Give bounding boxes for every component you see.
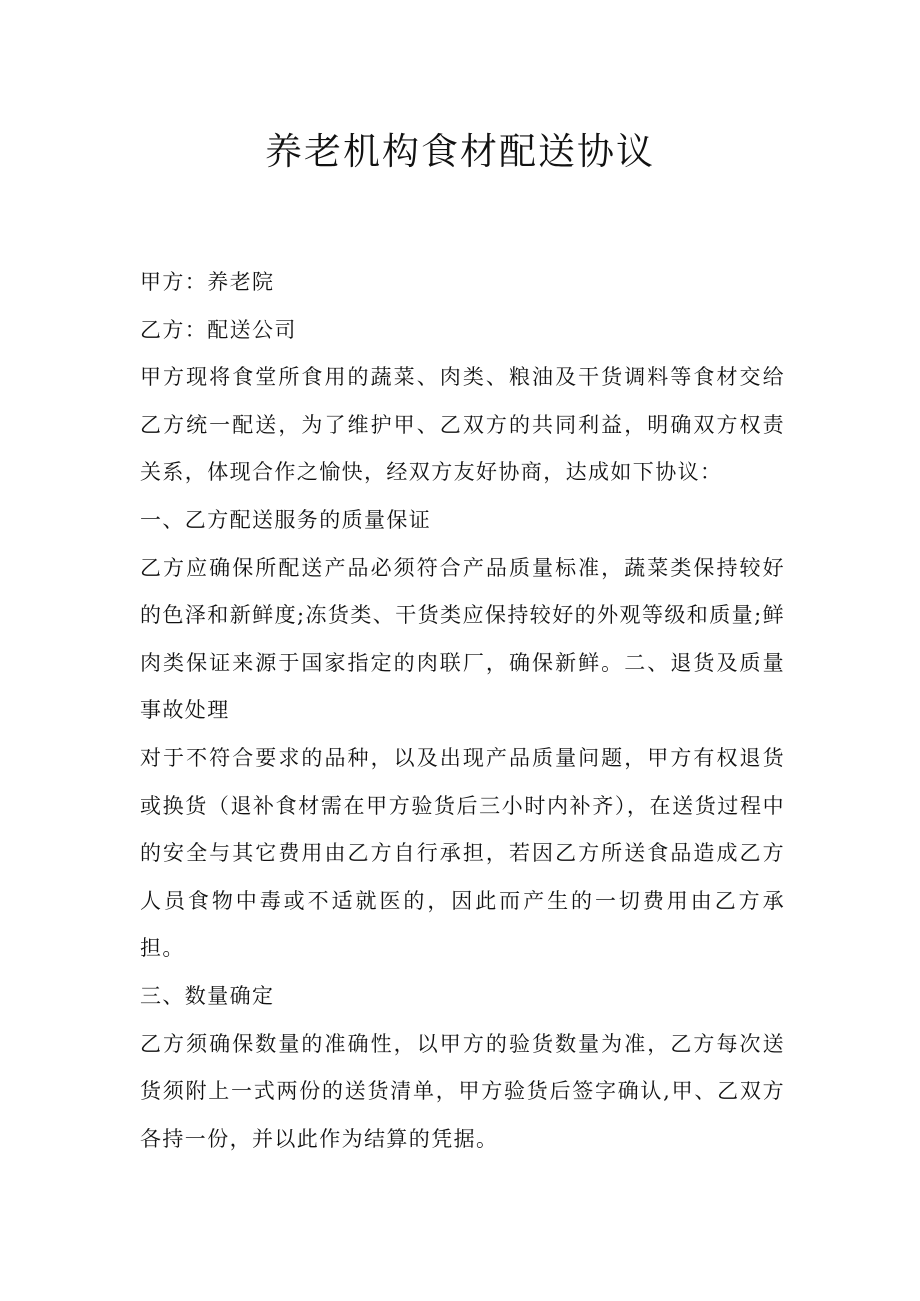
document-title: 养老机构食材配送协议 bbox=[265, 130, 655, 173]
intro-paragraph: 甲方现将食堂所食用的蔬菜、肉类、粮油及干货调料等食材交给乙方统一配送，为了维护甲、乙双方的共同利益，明确双方权责关系，体现合作之愉快，经双方友好协商，达成如下协议： bbox=[140, 365, 785, 485]
party-a-line: 甲方：养老院 bbox=[140, 270, 275, 294]
document-body bbox=[140, 259, 785, 1163]
section-1-paragraph: 乙方应确保所配送产品必须符合产品质量标准，蔬菜类保持较好的色泽和新鲜度;冻货类、干货类应保持较好的外观等级和质量;鲜肉类保证来源于国家指定的肉联厂，确保新鲜。二、退货及质量事故处理 bbox=[140, 555, 785, 723]
section-1-heading: 一、乙方配送服务的质量保证 bbox=[140, 507, 432, 532]
section-2-paragraph: 对于不符合要求的品种，以及出现产品质量问题，甲方有权退货或换货（退补食材需在甲方验货后三小时内补齐），在送货过程中的安全与其它费用由乙方自行承担，若因乙方所送食品造成乙方人员食物中毒或不适就医的，因此而产生的一切费用由乙方承担。 bbox=[140, 745, 785, 961]
party-b-line: 乙方：配送公司 bbox=[140, 317, 297, 342]
section-3-heading: 三、数量确定 bbox=[140, 983, 275, 1008]
section-3-paragraph: 乙方须确保数量的准确性，以甲方的验货数量为准，乙方每次送货须附上一式两份的送货清单，甲方验货后签字确认,甲、乙双方各持一份，并以此作为结算的凭据。 bbox=[140, 1031, 785, 1151]
